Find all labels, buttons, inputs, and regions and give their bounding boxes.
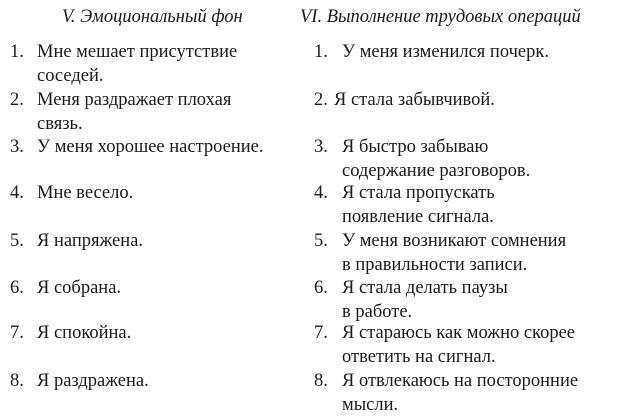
item-text: Мне весело.	[37, 183, 134, 203]
item-text: Я спокойна.	[37, 323, 132, 343]
item-text: Я собрана.	[37, 278, 122, 298]
item-number: 8.	[10, 371, 24, 391]
item-text: Я быстро забываю содержание разговоров.	[342, 137, 531, 181]
item-text: Я стала пропускать появление сигнала.	[342, 183, 495, 227]
list-item	[0, 181, 300, 205]
list-item	[0, 88, 300, 136]
list-item	[0, 369, 300, 393]
item-text: Мне мешает присутствие соседей.	[37, 42, 238, 86]
item-number: 5.	[314, 231, 328, 251]
item-text: Я напряжена.	[37, 231, 143, 251]
item-text: Я раздражена.	[37, 371, 149, 391]
item-text: У меня хорошее настроение.	[37, 137, 264, 157]
list-item	[300, 369, 626, 417]
item-number: 8.	[314, 371, 328, 391]
item-text: Я отвлекаюсь на посторонние мысли.	[342, 371, 579, 415]
list-item	[300, 135, 626, 183]
list-item	[0, 40, 300, 88]
item-number: 6.	[10, 278, 24, 298]
item-text: У меня возникают сомнения в правильности записи.	[342, 231, 567, 275]
item-text: Я стала делать паузы в работе.	[342, 278, 508, 322]
item-number: 6.	[314, 278, 328, 298]
item-number: 3.	[10, 137, 24, 157]
item-number: 2.	[10, 90, 24, 110]
item-number: 1.	[10, 42, 24, 62]
list-item	[300, 40, 626, 64]
list-item	[0, 321, 300, 345]
item-number: 4.	[314, 183, 328, 203]
item-text: Я стараюсь как можно скорее ответить на сигнал.	[342, 323, 576, 367]
list-item	[0, 276, 300, 300]
list-item	[300, 276, 626, 324]
item-number: 4.	[10, 183, 24, 203]
item-text: Меня раздражает плохая связь.	[37, 90, 232, 134]
item-text: Я стала забывчивой.	[334, 90, 495, 110]
list-item	[0, 135, 300, 159]
item-number: 1.	[314, 42, 328, 62]
item-text: У меня изменился почерк.	[342, 42, 549, 62]
column-heading: V. Эмоциональный фон	[62, 7, 243, 27]
list-item	[300, 88, 626, 112]
item-number: 7.	[314, 323, 328, 343]
item-number: 5.	[10, 231, 24, 251]
list-item	[300, 181, 626, 229]
item-number: 3.	[314, 137, 328, 157]
item-number: 2.	[314, 90, 328, 110]
list-item	[300, 229, 626, 277]
item-number: 7.	[10, 323, 24, 343]
column-heading: VI. Выполнение трудовых операций	[300, 7, 581, 27]
list-item	[300, 321, 626, 369]
list-item	[0, 229, 300, 253]
